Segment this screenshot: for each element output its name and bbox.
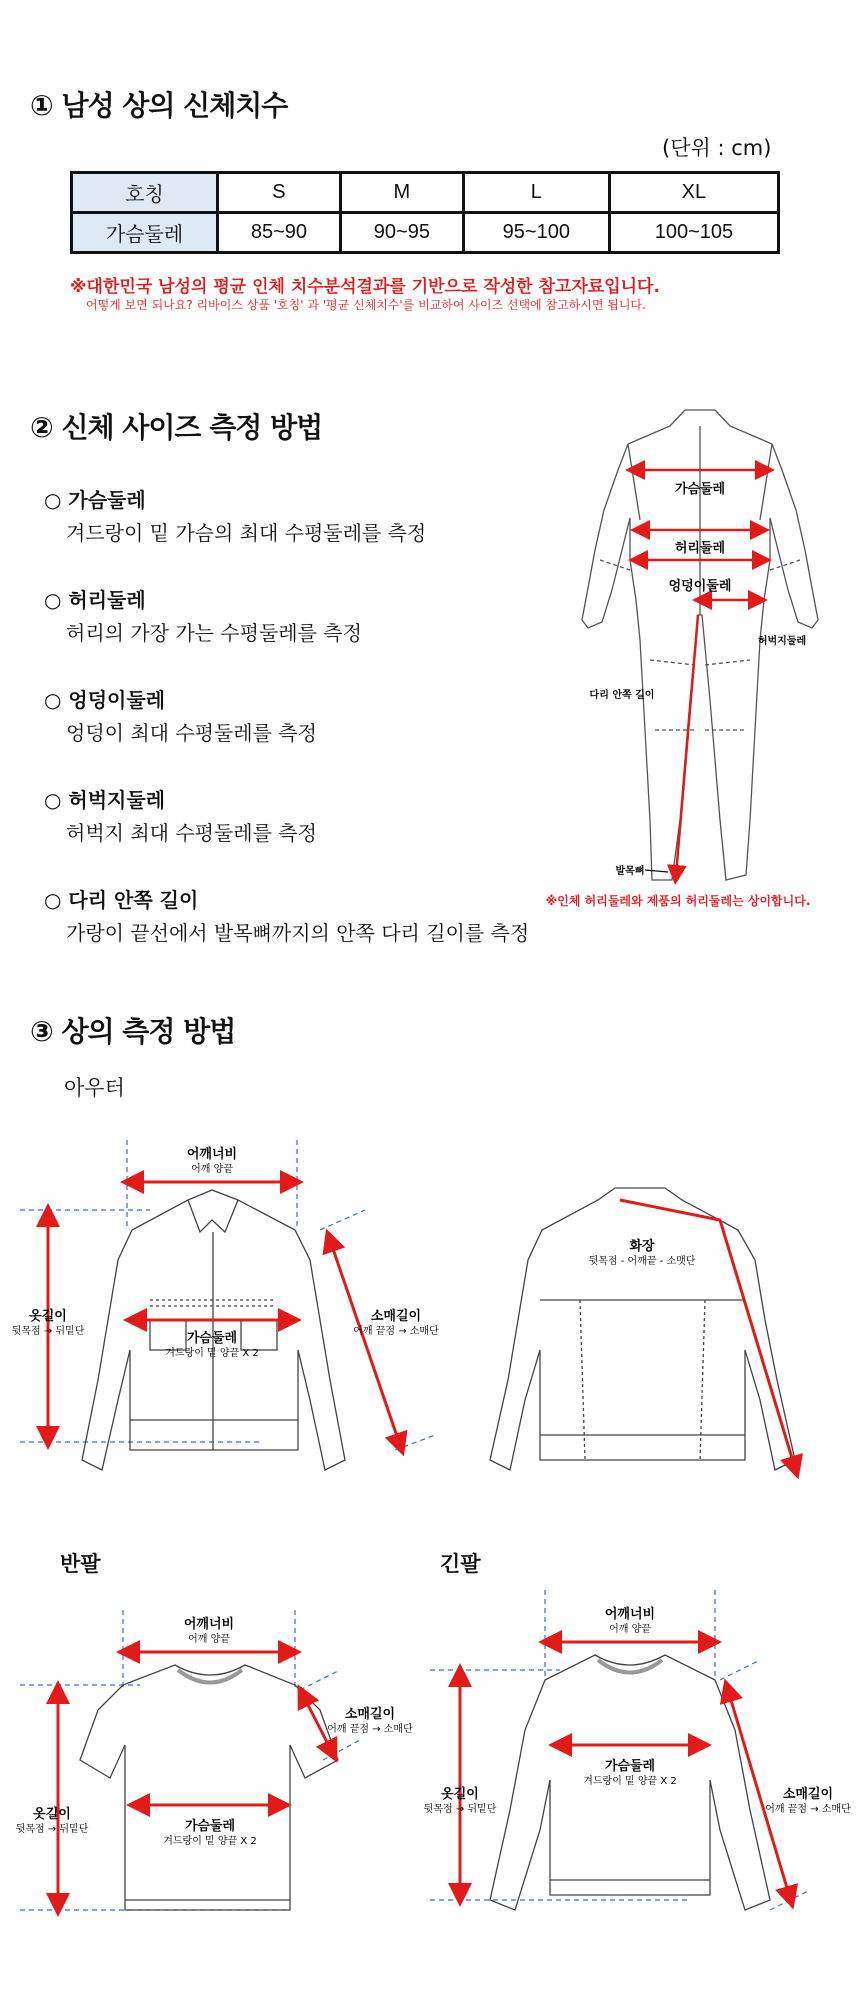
unit-label: (단위 : cm) — [662, 136, 772, 160]
size-l: L — [463, 173, 609, 213]
outer-sleeve-sub: 어깨 끝점 → 소매단 — [353, 1326, 439, 1337]
long-length-label: 옷길이 — [441, 1787, 479, 1802]
size-table — [70, 171, 780, 254]
outer-figure — [11, 1120, 850, 1520]
outer-measure-lines — [48, 1182, 795, 1468]
short-sleeve-figure — [15, 1600, 430, 1930]
body-figure — [545, 400, 850, 920]
measure-list — [44, 484, 529, 946]
figure-label-thigh: 허벅지둘레 — [757, 636, 807, 647]
outer-length-label: 옷길이 — [29, 1309, 67, 1324]
measure-item-name: ○ 허벅지둘레 — [44, 788, 166, 812]
jacket-back — [490, 1188, 795, 1470]
measure-item-name: ○ 가슴둘레 — [44, 488, 146, 512]
outer-guides — [20, 1140, 435, 1450]
measure-item-desc: 겨드랑이 밑 가슴의 최대 수평둘레를 측정 — [66, 521, 427, 545]
long-sleeve-figure — [423, 1580, 851, 1940]
size-note: ※대한민국 남성의 평균 인체 치수분석결과를 기반으로 작성한 참고자료입니다. — [70, 277, 660, 297]
measure-item-desc: 허리의 가장 가는 수평둘레를 측정 — [66, 621, 362, 645]
table-cell: 90~95 — [340, 213, 463, 253]
short-chest-sub: 겨드랑이 밑 양끝 X 2 — [163, 1836, 257, 1847]
figure-label-chest: 가슴둘레 — [674, 482, 726, 497]
short-subtitle: 반팔 — [60, 1552, 101, 1576]
short-length-sub: 뒷목점 → 뒤밑단 — [15, 1824, 89, 1835]
long-sleeve-sub: 어깨 끝점 → 소매단 — [765, 1804, 851, 1815]
figure-note: ※인체 허리둘레와 제품의 허리둘레는 상이합니다. — [545, 894, 811, 908]
long-shoulder-sub: 어깨 양끝 — [609, 1624, 651, 1635]
section3-title: ③ 상의 측정 방법 — [30, 1015, 236, 1048]
long-sleeve-label: 소매길이 — [782, 1787, 834, 1802]
measure-item-name: ○ 허리둘레 — [44, 588, 146, 612]
table-cell: 100~105 — [609, 213, 778, 253]
outer-subtitle: 아우터 — [64, 1076, 125, 1100]
long-guides — [430, 1590, 810, 1910]
measure-item-waist — [44, 584, 529, 646]
figure-label-ankle: 발목뼈 — [615, 866, 645, 877]
jacket-front — [82, 1190, 345, 1470]
body-measure-lines — [635, 470, 765, 875]
long-subtitle: 긴팔 — [440, 1552, 481, 1576]
measure-item-hip — [44, 684, 529, 746]
outer-shoulder-label: 어깨너비 — [186, 1147, 238, 1162]
measure-item-thigh — [44, 784, 529, 846]
short-length-label: 옷길이 — [33, 1807, 71, 1822]
short-measure-lines — [58, 1652, 332, 1905]
section1-title: ① 남성 상의 신체치수 — [30, 89, 288, 122]
measure-item-desc: 허벅지 최대 수평둘레를 측정 — [66, 821, 317, 845]
long-chest-label: 가슴둘레 — [604, 1759, 656, 1774]
figure-label-hip: 엉덩이둘레 — [668, 579, 732, 594]
long-chest-sub: 겨드랑이 밑 양끝 X 2 — [583, 1776, 677, 1787]
section2-title: ② 신체 사이즈 측정 방법 — [30, 411, 323, 444]
size-note-sub: 어떻게 보면 되나요? 리바이스 상품 '호칭' 과 '평균 신체치수'를 비교하여 사이즈 선택에 참고하시면 됩니다. — [86, 298, 646, 312]
outer-chest-label: 가슴둘레 — [186, 1331, 238, 1346]
size-xl: XL — [609, 173, 778, 213]
measure-item-desc: 엉덩이 최대 수평둘레를 측정 — [66, 721, 317, 745]
table-cell: 95~100 — [463, 213, 609, 253]
outer-chest-sub: 겨드랑이 밑 양끝 X 2 — [165, 1348, 259, 1359]
figure-label-waist: 허리둘레 — [674, 541, 726, 556]
outer-raglan-label: 화장 — [629, 1239, 655, 1254]
table-header-label: 호칭 — [72, 173, 218, 213]
tshirt-short — [80, 1665, 338, 1910]
long-shoulder-label: 어깨너비 — [604, 1607, 656, 1622]
outer-raglan-sub: 뒷목점 - 어깨끝 - 소맷단 — [588, 1256, 696, 1267]
measure-item-desc: 가랑이 끝선에서 발목뼈까지의 안쪽 다리 길이를 측정 — [66, 921, 530, 945]
short-sleeve-sub: 어깨 끝점 → 소매단 — [327, 1724, 413, 1735]
measure-item-inseam — [44, 884, 529, 946]
measure-item-name: ○ 다리 안쪽 길이 — [44, 888, 199, 912]
short-sleeve-label: 소매길이 — [344, 1707, 396, 1722]
short-guides — [20, 1610, 360, 1910]
measure-item-chest — [44, 484, 529, 546]
table-row-label: 가슴둘레 — [72, 213, 218, 253]
size-s: S — [218, 173, 341, 213]
size-m: M — [340, 173, 463, 213]
short-chest-label: 가슴둘레 — [184, 1819, 236, 1834]
short-shoulder-sub: 어깨 양끝 — [188, 1634, 230, 1645]
short-shoulder-label: 어깨너비 — [183, 1617, 235, 1632]
table-row — [72, 213, 779, 253]
outer-length-sub: 뒷목점 → 뒤밑단 — [11, 1326, 85, 1337]
table-cell: 85~90 — [218, 213, 341, 253]
outer-shoulder-sub: 어깨 양끝 — [191, 1164, 233, 1175]
figure-label-inseam: 다리 안쪽 길이 — [589, 690, 655, 701]
outer-sleeve-label: 소매길이 — [370, 1309, 422, 1324]
long-length-sub: 뒷목점 → 뒤밑단 — [423, 1804, 497, 1815]
measure-item-name: ○ 엉덩이둘레 — [44, 688, 166, 712]
table-row — [72, 173, 779, 213]
